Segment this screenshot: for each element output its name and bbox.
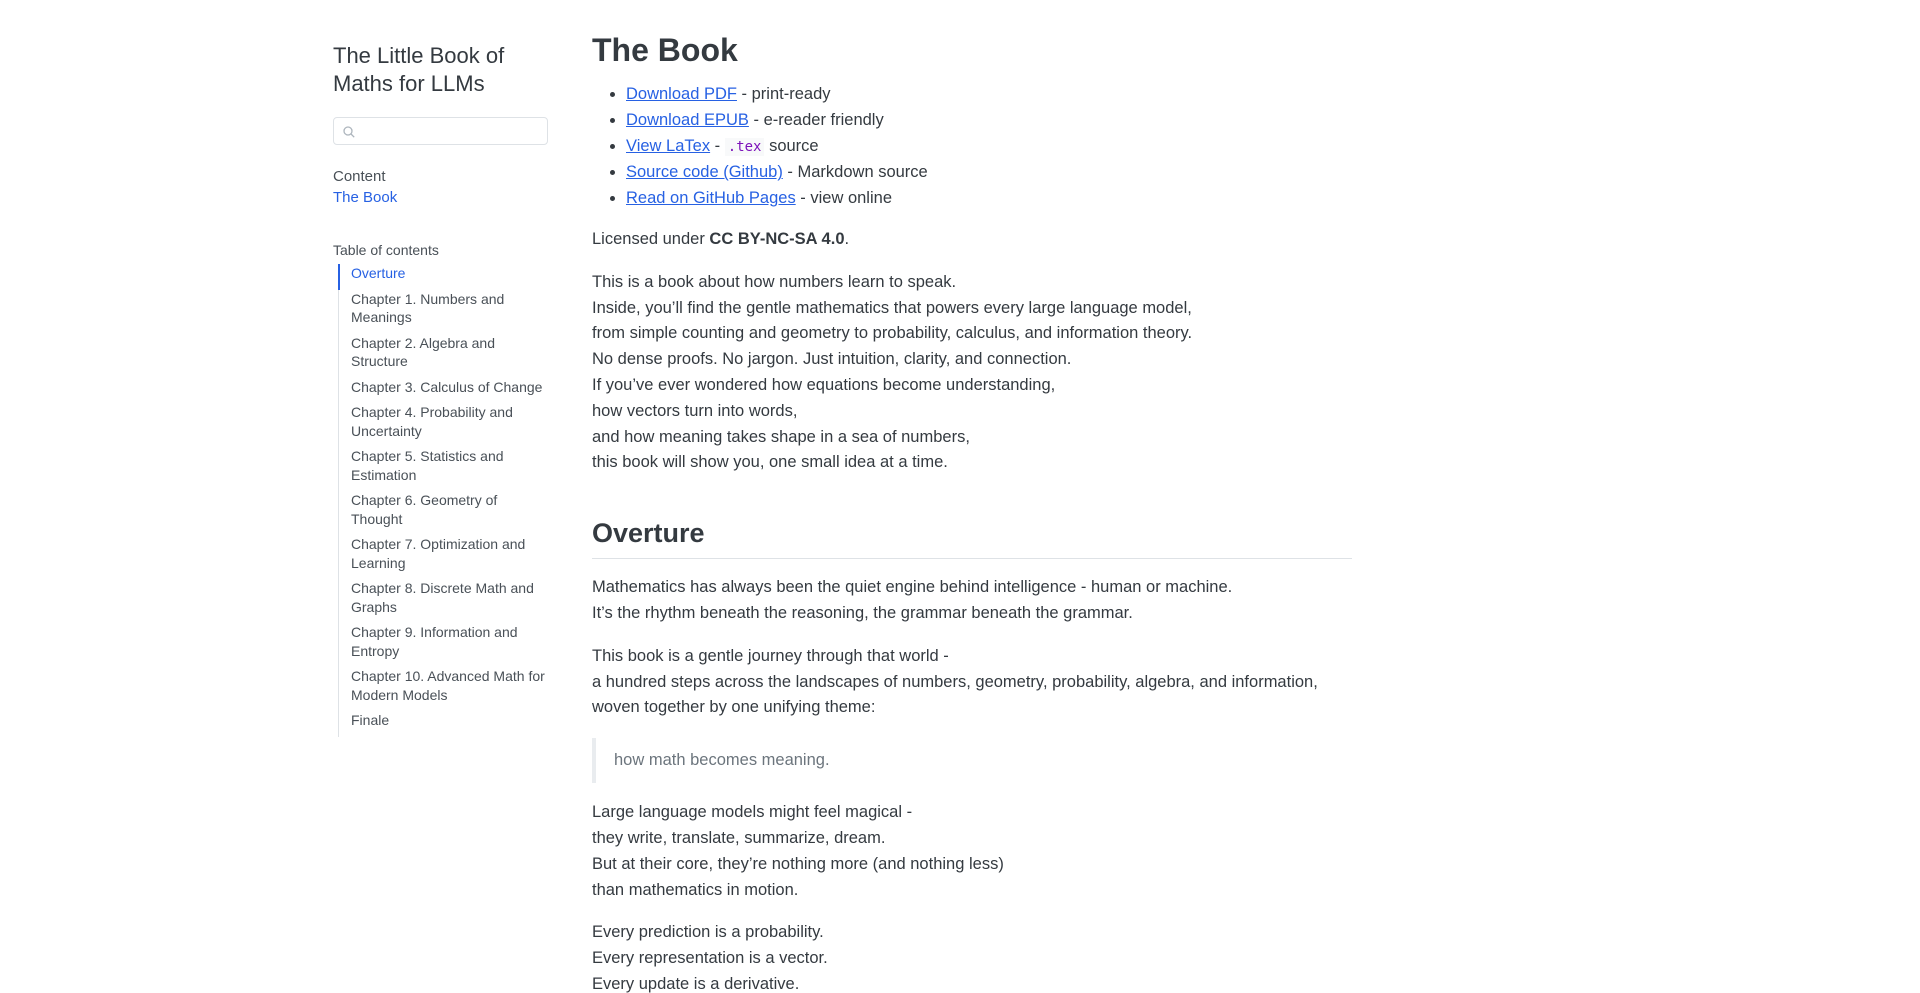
overture-heading: Overture — [592, 515, 1352, 559]
search-input[interactable] — [360, 121, 540, 141]
toc-item-chapter-3[interactable]: Chapter 3. Calculus of Change — [351, 378, 543, 395]
table-of-contents — [338, 264, 549, 737]
toc-item-chapter-9[interactable]: Chapter 9. Information and Entropy — [351, 624, 518, 659]
license-suffix: . — [844, 229, 850, 248]
paragraph-line: than mathematics in motion. — [592, 880, 799, 899]
main-content — [592, 30, 1352, 993]
toc-item-chapter-6[interactable]: Chapter 6. Geometry of Thought — [351, 492, 498, 527]
intro-line: This is a book about how numbers learn to speak. — [592, 272, 957, 291]
toc-item-finale[interactable]: Finale — [351, 712, 390, 728]
list-item — [626, 160, 1352, 186]
intro-line: and how meaning takes shape in a sea of numbers, — [592, 427, 970, 446]
toc-item-chapter-7[interactable]: Chapter 7. Optimization and Learning — [351, 536, 526, 571]
intro-line: from simple counting and geometry to probability, calculus, and information theory. — [592, 324, 1193, 343]
link-description: source — [764, 136, 819, 155]
list-item — [626, 108, 1352, 134]
intro-paragraph — [592, 270, 1352, 476]
toc-item-chapter-10[interactable]: Chapter 10. Advanced Math for Modern Models — [351, 668, 545, 703]
paragraph-line: Every update is a derivative. — [592, 974, 800, 993]
paragraph-line: It’s the rhythm beneath the reasoning, the grammar beneath the grammar. — [592, 603, 1133, 622]
overture-paragraph-4 — [592, 920, 1352, 993]
paragraph-line: But at their core, they’re nothing more (and nothing less) — [592, 854, 1004, 873]
paragraph-line: woven together by one unifying theme: — [592, 698, 876, 717]
paragraph-line: Every representation is a vector. — [592, 949, 828, 968]
link-description: - view online — [795, 189, 892, 208]
download-links-list — [592, 82, 1352, 212]
toc-item-chapter-5[interactable]: Chapter 5. Statistics and Estimation — [351, 448, 504, 483]
license-name: CC BY-NC-SA 4.0 — [709, 229, 845, 248]
toc-item-chapter-8[interactable]: Chapter 8. Discrete Math and Graphs — [351, 580, 534, 615]
link-description-prefix: - — [710, 136, 725, 155]
license-line — [592, 227, 1352, 253]
link-description: - Markdown source — [782, 163, 928, 182]
download-pdf-link[interactable]: Download PDF — [626, 85, 737, 103]
intro-line: If you’ve ever wondered how equations become understanding, — [592, 375, 1056, 394]
list-item — [626, 82, 1352, 108]
toc-label: Table of contents — [333, 242, 439, 258]
toc-item-chapter-4[interactable]: Chapter 4. Probability and Uncertainty — [351, 404, 513, 439]
link-description: - print-ready — [736, 85, 831, 103]
view-latex-link[interactable]: View LaTex — [626, 136, 711, 155]
sidebar — [333, 42, 549, 737]
search-icon — [343, 126, 355, 138]
overture-paragraph-3 — [592, 800, 1352, 903]
toc-item-chapter-1[interactable]: Chapter 1. Numbers and Meanings — [351, 290, 505, 325]
github-pages-link[interactable]: Read on GitHub Pages — [626, 189, 796, 208]
page-title: The Book — [592, 32, 738, 68]
intro-line: Inside, you’ll find the gentle mathematics that powers every large language model, — [592, 298, 1192, 317]
content-section-label: Content — [333, 168, 386, 185]
paragraph-line: Mathematics has always been the quiet engine behind intelligence - human or machine. — [592, 578, 1233, 597]
list-item — [626, 134, 1352, 161]
license-prefix: Licensed under — [592, 229, 710, 248]
paragraph-line: This book is a gentle journey through that world - — [592, 646, 949, 665]
sidebar-link-the-book[interactable]: The Book — [333, 189, 398, 206]
paragraph-line: Large language models might feel magical - — [592, 803, 913, 822]
source-code-link[interactable]: Source code (Github) — [626, 163, 783, 182]
tex-code: .tex — [725, 138, 765, 156]
spacer — [592, 493, 1352, 515]
intro-line: this book will show you, one small idea at a time. — [592, 453, 948, 472]
blockquote: how math becomes meaning. — [592, 738, 1352, 783]
intro-line: how vectors turn into words, — [592, 401, 798, 420]
paragraph-line: a hundred steps across the landscapes of numbers, geometry, probability, algebra, and information, — [592, 672, 1318, 691]
overture-paragraph-2 — [592, 644, 1352, 721]
overture-paragraph-1 — [592, 575, 1352, 627]
site-title[interactable]: The Little Book of Maths for LLMs — [333, 43, 505, 96]
toc-item-overture[interactable]: Overture — [338, 264, 549, 290]
paragraph-line: Every prediction is a probability. — [592, 923, 824, 942]
download-epub-link[interactable]: Download EPUB — [626, 110, 749, 129]
list-item — [626, 186, 1352, 212]
link-description: - e-reader friendly — [748, 110, 884, 129]
toc-item-chapter-2[interactable]: Chapter 2. Algebra and Structure — [351, 334, 495, 369]
search-box[interactable] — [333, 117, 548, 145]
paragraph-line: they write, translate, summarize, dream. — [592, 828, 886, 847]
intro-line: No dense proofs. No jargon. Just intuition, clarity, and connection. — [592, 350, 1072, 369]
